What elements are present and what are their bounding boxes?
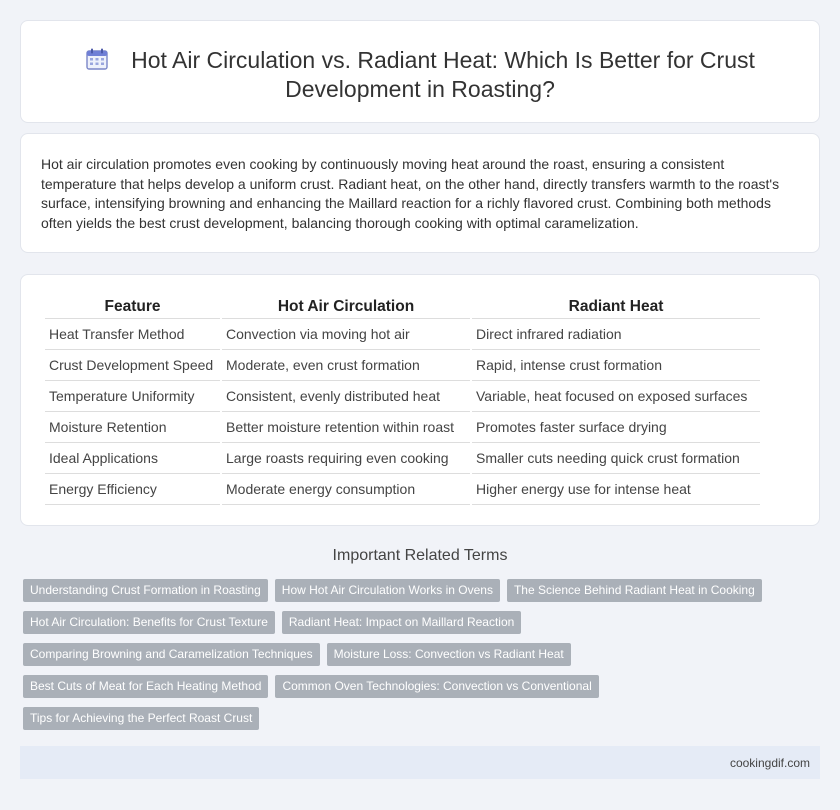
- table-cell: Moderate, even crust formation: [222, 350, 470, 381]
- table-row: [45, 350, 760, 381]
- related-term-link[interactable]: The Science Behind Radiant Heat in Cooking: [507, 579, 762, 602]
- related-terms-title: Important Related Terms: [332, 547, 508, 564]
- comparison-table: [43, 295, 762, 505]
- related-term-link[interactable]: Understanding Crust Formation in Roasting: [23, 579, 268, 602]
- table-cell: Crust Development Speed: [45, 350, 220, 381]
- related-term-link[interactable]: Common Oven Technologies: Convection vs Conventional: [275, 675, 598, 698]
- table-cell: Rapid, intense crust formation: [472, 350, 760, 381]
- table-cell: Temperature Uniformity: [45, 381, 220, 412]
- table-row: [45, 412, 760, 443]
- table-row: [45, 381, 760, 412]
- table-cell: Convection via moving hot air: [222, 319, 470, 350]
- table-cell: Moisture Retention: [45, 412, 220, 443]
- footer-site-link[interactable]: cookingdif.com: [729, 756, 810, 770]
- related-term-link[interactable]: Tips for Achieving the Perfect Roast Crust: [23, 707, 259, 730]
- comparison-card: [20, 274, 820, 526]
- header-feature: Feature: [45, 295, 220, 319]
- table-cell: Ideal Applications: [45, 443, 220, 474]
- table-cell: Consistent, evenly distributed heat: [222, 381, 470, 412]
- related-term-link[interactable]: How Hot Air Circulation Works in Ovens: [275, 579, 500, 602]
- table-cell: Energy Efficiency: [45, 474, 220, 505]
- title-card: [20, 20, 820, 123]
- table-cell: Higher energy use for intense heat: [472, 474, 760, 505]
- related-term-link[interactable]: Best Cuts of Meat for Each Heating Method: [23, 675, 268, 698]
- table-cell: Variable, heat focused on exposed surfaces: [472, 381, 760, 412]
- table-cell: Large roasts requiring even cooking: [222, 443, 470, 474]
- table-cell: Direct infrared radiation: [472, 319, 760, 350]
- header-radiant: Radiant Heat: [472, 295, 760, 319]
- table-row: [45, 474, 760, 505]
- related-term-link[interactable]: Moisture Loss: Convection vs Radiant Heat: [327, 643, 571, 666]
- table-cell: Promotes faster surface drying: [472, 412, 760, 443]
- table-cell: Heat Transfer Method: [45, 319, 220, 350]
- table-header-row: [45, 295, 760, 319]
- related-term-link[interactable]: Radiant Heat: Impact on Maillard Reaction: [282, 611, 521, 634]
- header-hot-air: Hot Air Circulation: [222, 295, 470, 319]
- table-row: [45, 319, 760, 350]
- table-row: [45, 443, 760, 474]
- footer: [20, 746, 820, 779]
- related-term-link[interactable]: Comparing Browning and Caramelization Techniques: [23, 643, 320, 666]
- related-term-link[interactable]: Hot Air Circulation: Benefits for Crust Texture: [23, 611, 275, 634]
- table-cell: Smaller cuts needing quick crust formation: [472, 443, 760, 474]
- intro-paragraph: Hot air circulation promotes even cooking by continuously moving heat around the roast, ensuring a consistent temperature that helps develop a uniform crust. Radiant heat, on the other hand, directly transfers warmth to the roast's surface, intensifying browning and enhancing the Maillard reaction for a richly flavored crust. Combining both methods often yields the best crust development, balancing thorough cooking with optimal caramelization.: [41, 156, 780, 231]
- intro-card: [20, 133, 820, 253]
- table-cell: Better moisture retention within roast: [222, 412, 470, 443]
- table-cell: Moderate energy consumption: [222, 474, 470, 505]
- page-title: Hot Air Circulation vs. Radiant Heat: Which Is Better for Crust Development in Roasting?: [131, 47, 755, 102]
- calendar-icon: [85, 47, 109, 71]
- related-terms-list: [23, 579, 803, 730]
- page-title-wrap: [61, 46, 779, 104]
